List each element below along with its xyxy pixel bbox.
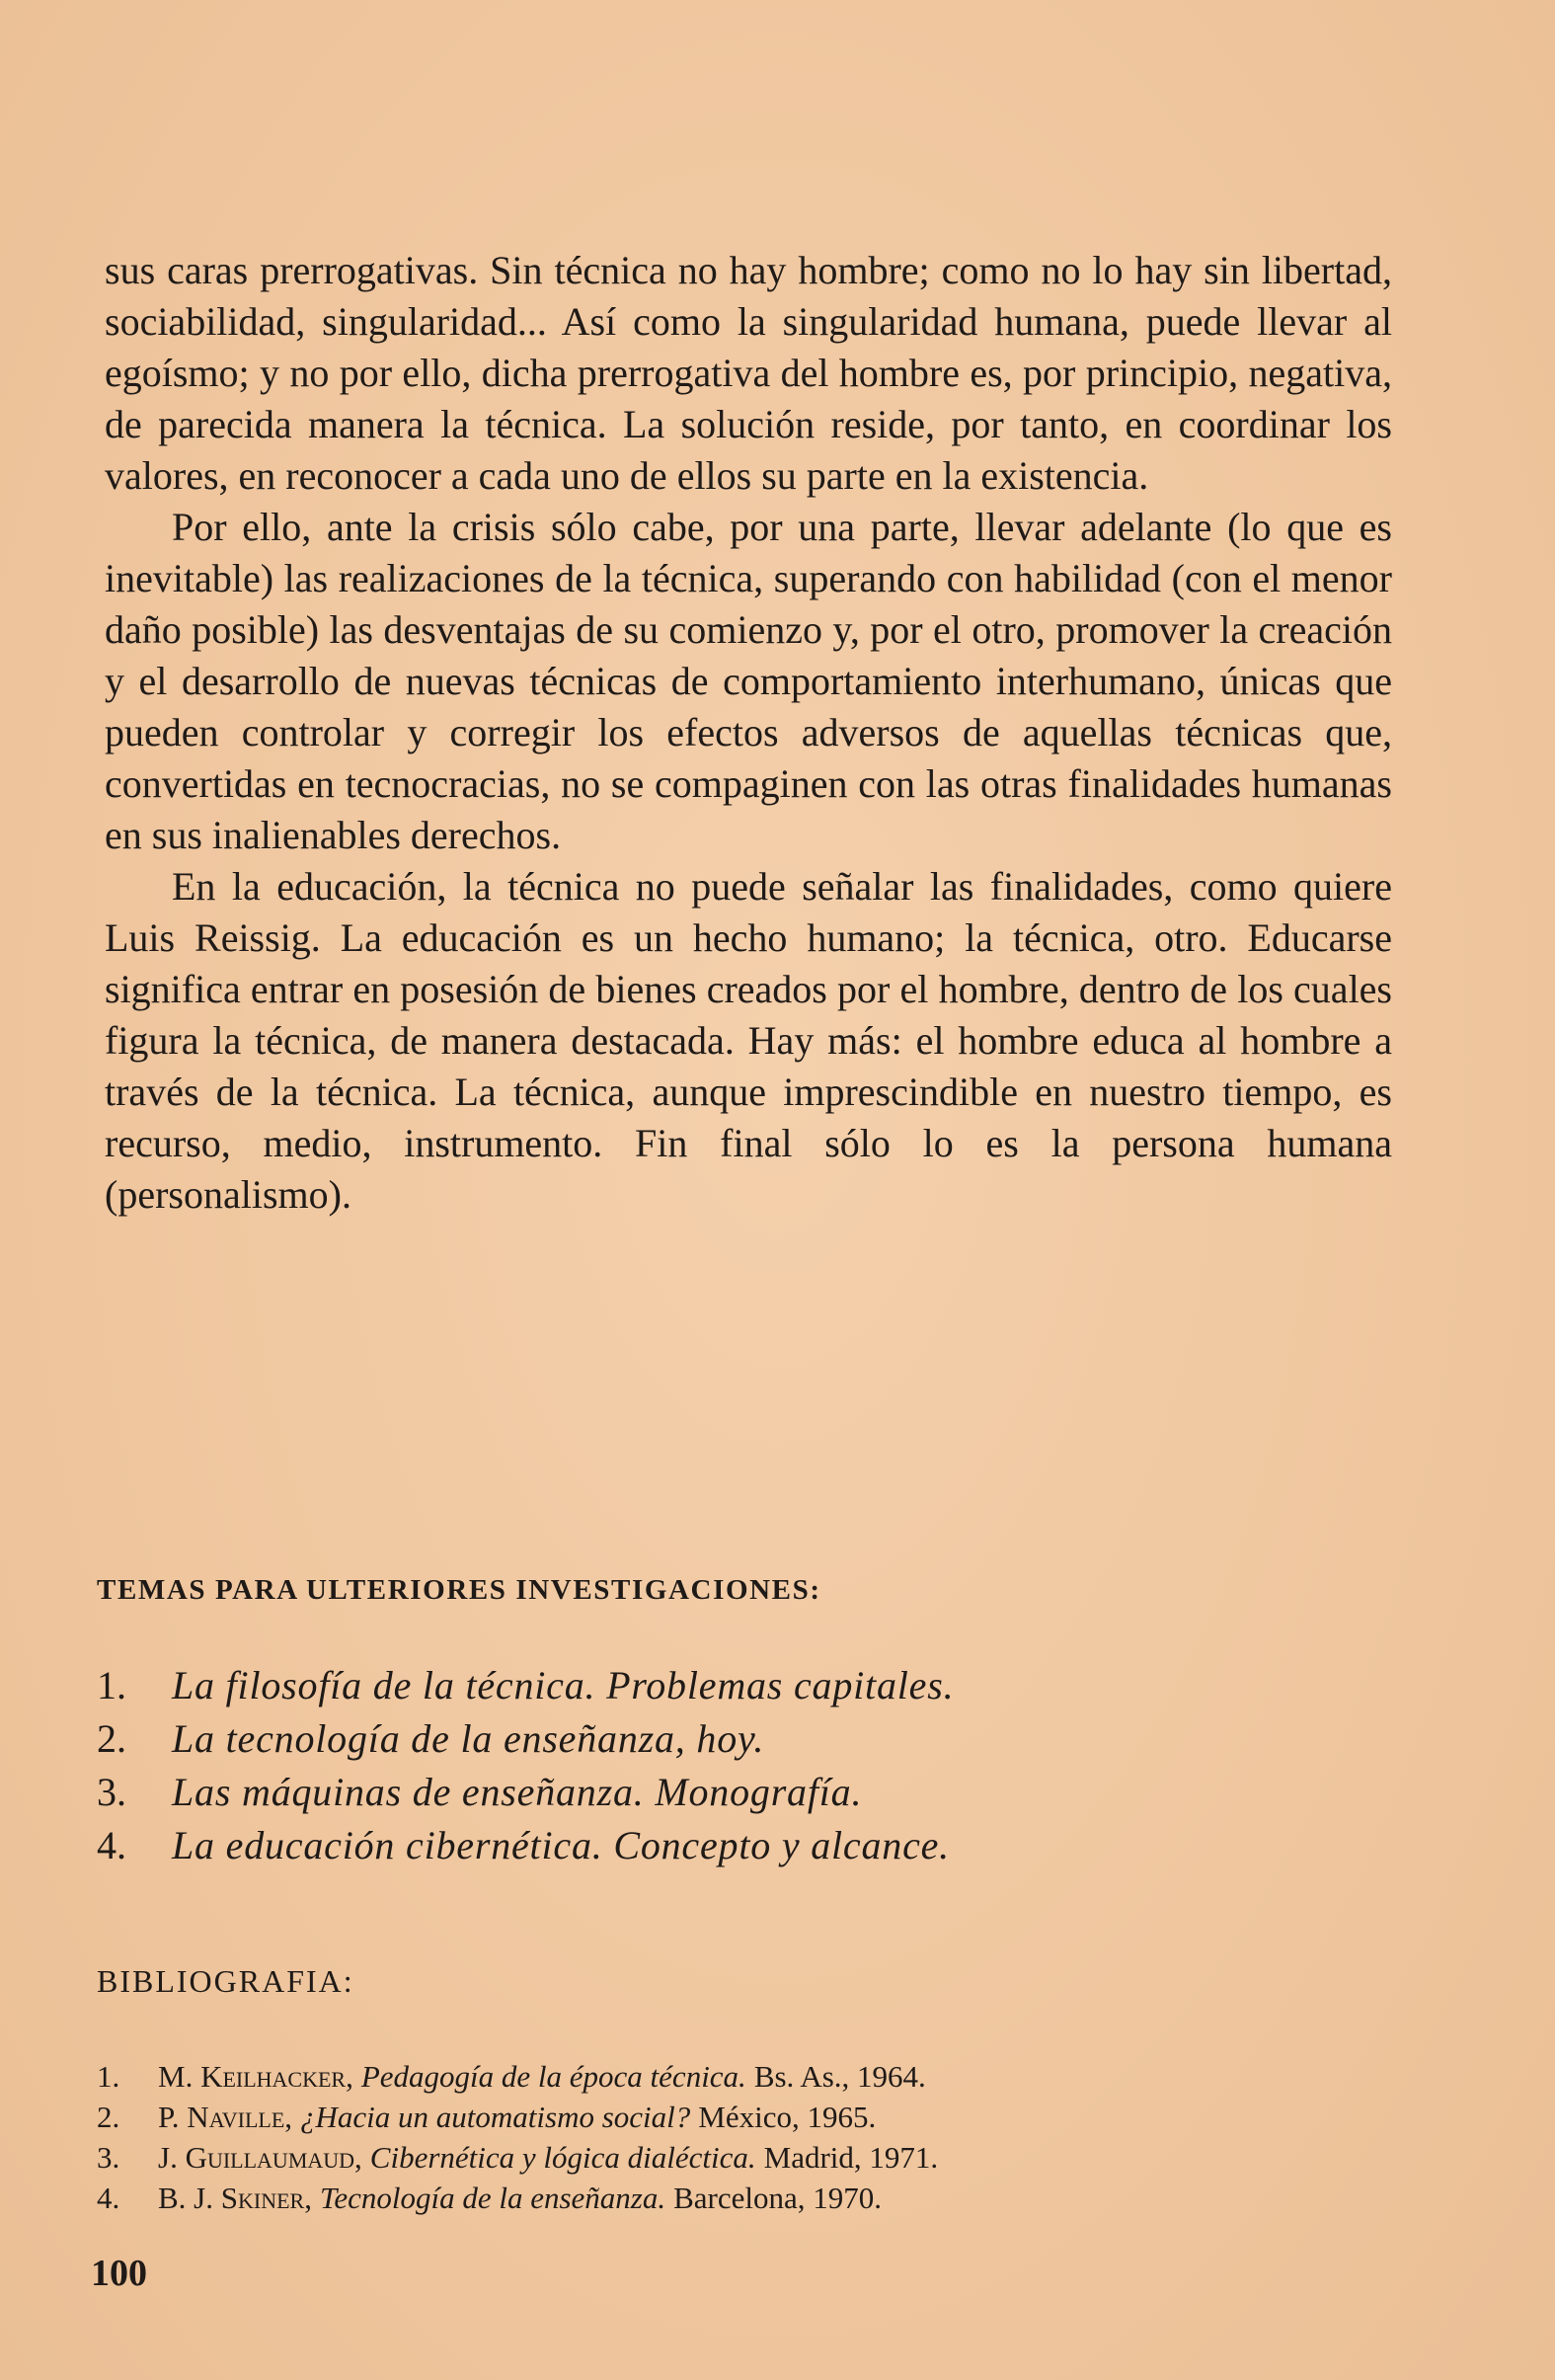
bibliografia-list <box>97 2056 1232 2218</box>
item-number: 1. <box>97 1663 126 1707</box>
temas-heading: TEMAS PARA ULTERIORES INVESTIGACIONES: <box>97 1574 821 1606</box>
paragraph-1: sus caras prerrogativas. Sin técnica no hay hombre; como no lo hay sin libertad, sociabilidad, singularidad... Así como la singularidad humana, puede llevar al egoísmo; y no por ello, dicha prerrogativa del hombre es, por principio, negativa, de parecida manera la técnica. La solución reside, por tanto, en coordinar los valores, en reconocer a cada uno de ellos su parte en la existencia. <box>105 248 1392 498</box>
entry-publication: Barcelona, 1970. <box>673 2181 883 2215</box>
item-text: La tecnología de la enseñanza, hoy. <box>172 1716 765 1761</box>
list-item <box>97 1712 1232 1766</box>
item-number: 4. <box>97 1823 126 1867</box>
entry-title: Tecnología de la enseñanza. <box>319 2181 666 2215</box>
bibliography-entry <box>97 2056 1232 2097</box>
entry-publication: Madrid, 1971. <box>763 2140 939 2175</box>
entry-author: B. J. Skiner, <box>158 2181 312 2215</box>
temas-list <box>97 1659 1232 1872</box>
item-number: 2. <box>97 1716 126 1761</box>
entry-author: J. Guillaumaud, <box>158 2140 362 2175</box>
entry-number: 3. <box>97 2140 120 2175</box>
list-item <box>97 1819 1232 1872</box>
entry-number: 1. <box>97 2059 120 2094</box>
paragraph-3: En la educación, la técnica no puede señalar las finalidades, como quiere Luis Reissig. La educación es un hecho humano; la técnica, otro. Educarse significa entrar en posesión de bienes creados por el hombre, dentro de los cuales figura la técnica, de manera destacada. Hay más: el hombre educa al hombre a través de la técnica. La técnica, aunque imprescindible en nuestro tiempo, es recurso, medio, instrumento. Fin final sólo lo es la persona humana (personalismo). <box>105 864 1392 1217</box>
bibliography-entry <box>97 2097 1232 2137</box>
item-text: Las máquinas de enseñanza. Monografía. <box>172 1770 863 1814</box>
entry-publication: México, 1965. <box>698 2100 877 2134</box>
item-text: La filosofía de la técnica. Problemas capitales. <box>172 1663 955 1707</box>
entry-publication: Bs. As., 1964. <box>753 2059 926 2094</box>
entry-number: 2. <box>97 2100 120 2134</box>
paragraph-2: Por ello, ante la crisis sólo cabe, por una parte, llevar adelante (lo que es inevitable) las realizaciones de la técnica, superando con habilidad (con el menor daño posible) las desventajas de su comienzo y, por el otro, promover la creación y el desarrollo de nuevas técnicas de comportamiento interhumano, únicas que pueden controlar y corregir los efectos adversos de aquellas técnicas que, convertidas en tecnocracias, no se compaginen con las otras finalidades humanas en sus inalienables derechos. <box>105 505 1392 857</box>
list-item <box>97 1659 1232 1712</box>
entry-author: P. Naville, <box>158 2100 293 2134</box>
entry-number: 4. <box>97 2181 120 2215</box>
item-text: La educación cibernética. Concepto y alcance. <box>172 1823 950 1867</box>
list-item <box>97 1766 1232 1819</box>
item-number: 3. <box>97 1770 126 1814</box>
bibliografia-heading: BIBLIOGRAFIA: <box>97 1963 354 1999</box>
bibliography-entry <box>97 2137 1232 2178</box>
page-number: 100 <box>91 2253 147 2294</box>
entry-author: M. Keilhacker, <box>158 2059 353 2094</box>
body-text <box>105 245 1392 1221</box>
bibliography-entry <box>97 2178 1232 2218</box>
entry-title: Cibernética y lógica dialéctica. <box>369 2140 756 2175</box>
entry-title: ¿Hacia un automatismo social? <box>300 2100 691 2134</box>
entry-title: Pedagogía de la época técnica. <box>360 2059 746 2094</box>
